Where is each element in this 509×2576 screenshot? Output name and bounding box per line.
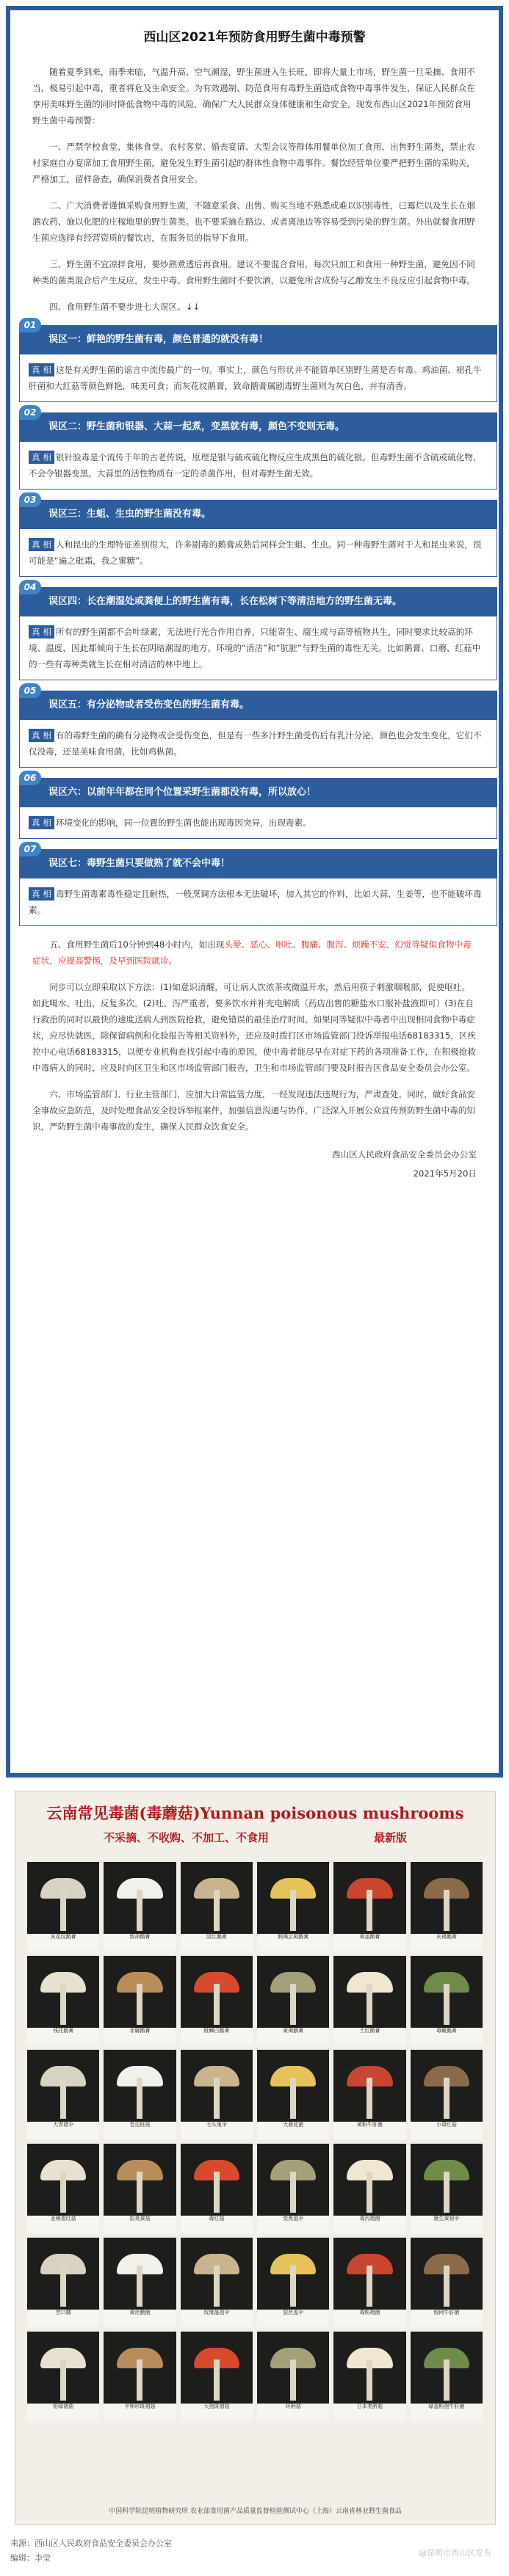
poster-footer: 中国科学院昆明植物研究所 农业部食用菌产品质量监督检验测试中心（上海）云南省林业野生菌食品 (109, 2508, 402, 2515)
mushroom-stem-shape (214, 2266, 220, 2307)
watermark: @昆明市西山区发布 (419, 2548, 491, 2558)
poster-title: 云南常见毒菌(毒蘑菇)Yunnan poisonous mushrooms (46, 1804, 464, 1822)
myth-body (19, 720, 497, 768)
myth-body (19, 529, 497, 577)
mushroom-stem-shape (444, 2266, 450, 2307)
mushroom-stem-shape (60, 1984, 66, 2025)
mushroom-stem-shape (137, 2359, 142, 2401)
mushroom-stem-shape (444, 1984, 450, 2025)
mushroom-stem-shape (214, 1890, 220, 1931)
mushroom-photo (181, 1956, 253, 2045)
mushroom-stem-shape (60, 2078, 66, 2119)
mushroom-label: 大鹿花菌 (257, 2122, 329, 2139)
mushroom-label: 假褐云斑鹅膏 (257, 1934, 329, 1951)
mushroom-label: 半卵形斑褶菇 (104, 2404, 176, 2421)
mushroom-photo (181, 2332, 253, 2421)
mushroom-photo (104, 2050, 176, 2139)
mushroom-stem-shape (60, 2266, 66, 2307)
myth-card-4 (19, 582, 497, 680)
mushroom-photo (104, 1956, 176, 2045)
mushroom-label: 黄褐鹅膏 (257, 2028, 329, 2045)
mushroom-label: 铅绿褶菇 (27, 2404, 99, 2421)
mushroom-photo (411, 1862, 483, 1951)
mushroom-label: 纹缘盔孢伞 (181, 2310, 253, 2327)
mushroom-label: 细网牛肝菌 (411, 2310, 483, 2327)
mushroom-label: 黄丝膜菌 (104, 2310, 176, 2327)
mushroom-label: 大青褶伞 (27, 2122, 99, 2139)
mushroom-label: 灰褐鹅膏 (411, 1934, 483, 1951)
mushroom-photo (257, 2332, 329, 2421)
truth-tag: 真 相 (29, 887, 54, 900)
mushroom-stem-shape (290, 2359, 296, 2401)
mushroom-stem-shape (367, 2172, 372, 2213)
myth-number-badge: 01 (19, 318, 41, 332)
mushroom-photo (333, 1956, 405, 2045)
mushroom-photo (104, 1862, 176, 1951)
article-frame (6, 6, 503, 1778)
mushroom-photo (333, 2332, 405, 2421)
mushroom-photo (27, 2238, 99, 2327)
myth-card-2 (19, 407, 497, 490)
mushroom-label: 日本类脐菇 (333, 2404, 405, 2421)
mushroom-label: 土红鹅膏 (333, 2028, 405, 2045)
mushroom-label: 致命鹅膏 (104, 1934, 176, 1951)
poster-slogan: 不采摘、不收购、不加工、不食用 (104, 1831, 270, 1844)
mushroom-photo (181, 2144, 253, 2233)
truth-tag: 真 相 (29, 363, 54, 376)
myth-text: 毒野生菌毒素毒性稳定且耐热，一般烹调方法根本无法破坏，加入其它的作料，比如大蒜、生姜等，也不能破坏毒素。 (29, 889, 482, 915)
signature-org: 西山区人民政府食品安全委员会办公室 (331, 1149, 477, 1160)
myth-body (19, 354, 497, 402)
paragraph-5-first-aid: 同步可以立即采取以下方法：(1)如意识清醒，可让病人饮浓茶或微温开水，然后用筷子刺激咽喉部，促使呕吐。如此喝水、吐出，反复多次。(2)吐、泻严重者，要多饮水并补充电解质（药店出售的糖盐水口服补盐液即可）(3)在自行救治的同时以最快的速度送病人到医院抢救，避免错误的最佳治疗时间。如果同等疑似中毒者中出现相同食物中毒症状，应尽快就医，除保留病例和化验报告等相关资料外，还应及时拨打区市场监管部门投诉举报电话68183315，区疾控中心电话68183315，以便专业机构查找引起中毒的原因，使中毒者能尽早在对症下药的各项准备工作，在积极抢救中毒病人的同时，应及时向区卫生和区市场监管部门报告，卫生和市场监管部门要及时报告区食品安全委员会办公室。 (32, 982, 476, 1073)
paragraph-4: 四、食用野生菌不要步进七大误区。↓↓ (49, 302, 201, 312)
mushroom-photo (257, 2144, 329, 2233)
mushroom-stem-shape (290, 1890, 296, 1931)
mushroom-photo (27, 2050, 99, 2139)
mushroom-label: 赤脚鹅膏 (104, 2028, 176, 2045)
mushroom-stem-shape (214, 2078, 220, 2119)
mushroom-photo (181, 2238, 253, 2327)
mushroom-label: 淡红鹅膏 (181, 1934, 253, 1951)
mushroom-label: 毒沟褶菌 (333, 2216, 405, 2233)
paragraph-6: 六、市场监管部门、行业主管部门，应加大日常监管力度，一经发现违法违规行为，严肃查处。同时，做好食品安全事故应急防范，及时处理食品安全投诉举报案件，加强信息沟通与协作，广泛深入开展公众宣传预防野生菌中毒的知识，严防野生菌中毒事故的发生，确保人民群众饮食安全。 (32, 1089, 475, 1132)
myth-text: 人和昆虫的生理特征差别很大，许多剧毒的鹅膏成熟后同样会生蛆、生虫。同一种毒野生菌对于人和昆虫来说，很可能是“遍之砒霜，我之蜜糖”。 (29, 539, 482, 566)
myth-title: 误区二：野生菌和银器、大蒜一起煮，变黑就有毒，颜色不变则无毒。 (19, 412, 497, 442)
paragraph-2: 二、广大消费者谨慎采购食用野生菌，不随意采食、出售、购买当地不熟悉或难以识别毒性，已霉烂以及生长在烟酒农药、施以化肥的庄稼地里的野生菌类。也不要采摘在路边、或者离池边等容易受到污染的野生菌。外出就餐食用野生菌应选择有经营资质的餐饮店，在服务员的指导下食用。 (32, 200, 475, 243)
mushroom-stem-shape (367, 2359, 372, 2401)
myth-card-1 (19, 320, 497, 402)
paragraph-5 (32, 936, 477, 969)
article-title: 西山区2021年预防食用野生菌中毒预警 (143, 30, 366, 45)
signature-date: 2021年5月20日 (413, 1168, 477, 1179)
myth-number-badge: 04 (19, 580, 41, 594)
mushroom-label: 环柄菇 (257, 2404, 329, 2421)
myth-number-badge: 02 (19, 405, 41, 420)
mushroom-stem-shape (290, 2266, 296, 2307)
intro-paragraph: 随着夏季到来，雨季来临，气温升高、空气潮湿，野生菌进入生长旺，即将大量上市场，野生菌一旦采摘、食用不当，极易引起中毒，重者将危及生命安全。为有效遏制、防范食用有毒野生菌造成食物中毒事件发生，保证人民群众在享用美味野生菌的同时降低食物中毒的风险，确保广大人民群众身体健康和生命安全，现发布西山区2021年预防食用野生菌中毒预警： (32, 67, 475, 125)
mushroom-label: 绿盖粉孢牛肝菌 (411, 2404, 483, 2421)
mushroom-label: 毛头鬼伞 (181, 2122, 253, 2139)
mushroom-label: 灰花纹鹅膏 (27, 1934, 99, 1951)
poster-edition: 最新版 (373, 1831, 407, 1844)
mushroom-photo (104, 2144, 176, 2233)
mushroom-photo (411, 1956, 483, 2045)
truth-tag: 真 相 (29, 538, 54, 551)
mushroom-stem-shape (60, 1890, 66, 1931)
mushroom-photo (333, 2050, 405, 2139)
signature-block (32, 1145, 477, 1183)
myth-card-6 (19, 773, 497, 839)
mushroom-photo (104, 2332, 176, 2421)
myth-title: 误区七：毒野生菌只要做熟了就不会中毒！ (19, 849, 497, 878)
mushroom-stem-shape (444, 2078, 450, 2119)
myth-number-badge: 05 (19, 683, 41, 698)
mushroom-photo (333, 2144, 405, 2233)
mushroom-photo (333, 1862, 405, 1951)
myth-body (19, 878, 497, 926)
myth-body (19, 442, 497, 490)
mushroom-stem-shape (367, 2078, 372, 2119)
mushroom-stem-shape (290, 2172, 296, 2213)
mushroom-stem-shape (367, 1984, 372, 2025)
mushroom-label: 黄盖鹅膏 (333, 1934, 405, 1951)
mushroom-photo (257, 1862, 329, 1951)
mushroom-label: 拟臭黄菇 (104, 2216, 176, 2233)
mushroom-label: 苦口蘑 (27, 2310, 99, 2327)
myth-title: 误区四：长在潮湿处或粪便上的野生菌有毒，长在松树下等清洁地方的野生菌无毒。 (19, 587, 497, 616)
poster-subtitle-row (15, 1824, 495, 1845)
mushroom-label: 裂丝盖伞 (257, 2310, 329, 2327)
myth-card-7 (19, 844, 497, 926)
truth-tag: 真 相 (29, 625, 54, 638)
paragraph-3: 三、野生菌不宜凉拌食用，要炒熟煮透后再食用。建议不要混合食用，每次只加工和食用一种野生菌，避免因不同种类的菌类混合后产生反应，发生中毒。食用野生菌时不要饮酒，以避免所含成份与乙醇发生不良反应引起食物中毒。 (32, 259, 475, 285)
mushroom-label: 黄粉牛肝菌 (333, 2122, 405, 2139)
myth-title: 误区三：生蛆、生虫的野生菌没有毒。 (19, 500, 497, 529)
paragraph-1: 一、严禁学校食堂、集体食堂、农村客堂、婚丧宴请、大型会议等群体用餐单位加工食用、出售野生菌类，禁止农村家庭自办宴席加工食用野生菌，避免发生野生菌引起的群体性食物中毒事件。餐饮经营单位要严把野生菌的采购关，严格加工，留样备查，确保消费者食用安全。 (32, 142, 475, 184)
mushroom-stem-shape (137, 2078, 142, 2119)
truth-tag: 真 相 (29, 729, 54, 742)
mushroom-stem-shape (60, 2359, 66, 2401)
mushroom-stem-shape (444, 2359, 450, 2401)
mushroom-label: 锥鳞白鹅膏 (181, 2028, 253, 2045)
mushroom-stem-shape (60, 2172, 66, 2213)
myth-card-3 (19, 495, 497, 577)
mushroom-label: 毒粉褶菌 (333, 2310, 405, 2327)
mushroom-photo (411, 2144, 483, 2233)
mushroom-photo (27, 2144, 99, 2233)
myth-text: 这是有关野生菌的谣言中流传最广的一句。事实上，颜色与形状并不能简单区别野生菌是否有毒。鸡油菌、裙孔牛肝菌和大红菇等颜色鲜艳，味美可食；而灰花纹鹅膏，致命鹅膏属剧毒野生菌则为灰白色，并有清香。 (29, 365, 482, 391)
myth-body (19, 807, 497, 839)
mushroom-photo (27, 1862, 99, 1951)
mushroom-stem-shape (137, 1890, 142, 1931)
myth-number-badge: 03 (19, 492, 41, 507)
source-credits (10, 2536, 172, 2566)
myth-title: 误区一：鲜艳的野生菌有毒，颜色普通的就没有毒！ (19, 325, 497, 354)
myth-text: 所有的野生菌都不会叶绿素，无法进行光合作用自养，只能寄生、腐生或与高等植物共生，同时要求比较高的环境、温度，因此都倾向于生长在阴暗潮湿的地方。环境的“清洁”和“肮脏”与野生菌的毒性无关。比如鹅膏、口蘑、红菇中的一些有毒种类就生长在相对清洁的林中地上。 (29, 627, 481, 669)
myth-title: 误区五：有分泌物或者受伤变色的野生菌有毒。 (19, 691, 497, 720)
mushroom-stem-shape (214, 1984, 220, 2025)
mushroom-stem-shape (444, 1890, 450, 1931)
mushroom-label: 簇生黄韧伞 (411, 2216, 483, 2233)
mushroom-photo (257, 2238, 329, 2327)
myth-card-5 (19, 685, 497, 768)
myth-body (19, 616, 497, 680)
myth-text: 银针验毒是个流传千年的古老传说，原理是银与硫或硫化物反应生成黑色的硫化银。但毒野生菌不含硫或硫化物，不会令银器变黑。大蒜里的活性物质有一定的杀菌作用，但对毒野生菌无效。 (29, 452, 482, 479)
mushroom-stem-shape (367, 2266, 372, 2307)
mushroom-stem-shape (290, 1984, 296, 2025)
mushroom-stem-shape (137, 2266, 142, 2307)
mushroom-stem-shape (290, 2078, 296, 2119)
mushroom-photo (181, 2050, 253, 2139)
poisonous-mushroom-poster (15, 1791, 496, 2525)
mushroom-photo (411, 2050, 483, 2139)
mushroom-stem-shape (214, 2359, 220, 2401)
mushroom-stem-shape (137, 1984, 142, 2025)
mushroom-label: 小毒红菇 (411, 2122, 483, 2139)
myth-number-badge: 06 (19, 771, 41, 785)
source-line: 来源：西山区人民政府食品安全委员会办公室 (10, 2539, 172, 2548)
mushroom-photo (27, 2332, 99, 2421)
mushroom-label: 毒蝇鹅膏 (411, 2028, 483, 2045)
mushroom-photo (411, 2332, 483, 2421)
truth-tag: 真 相 (29, 451, 54, 464)
mushroom-label: 变黑湿伞 (257, 2216, 329, 2233)
mushroom-stem-shape (214, 2172, 220, 2213)
myth-number-badge: 07 (19, 842, 41, 856)
symptom-warning: 头晕、恶心、呕吐、腹痛、腹泻、烦躁不安、幻觉等疑似食物中毒症状，应提高警惕，及早到医院就诊。 (32, 939, 472, 966)
mushroom-label: 卷边桩菇 (104, 2122, 176, 2139)
mushroom-photo (27, 1956, 99, 2045)
mushroom-label: 亚稀褶红菇 (27, 2216, 99, 2233)
mushroom-photo (333, 2238, 405, 2327)
editor-line: 编辑：李莹 (10, 2553, 51, 2563)
myth-title: 误区六：以前年年都在同个位置采野生菌都没有毒，所以放心！ (19, 778, 497, 807)
mushroom-photo (257, 1956, 329, 2045)
mushroom-stem-shape (444, 2172, 450, 2213)
mushroom-label: 大孢斑褶菇 (181, 2404, 253, 2421)
truth-tag: 真 相 (29, 816, 54, 829)
mushroom-stem-shape (367, 1890, 372, 1931)
mushroom-photo (104, 2238, 176, 2327)
mushroom-photo (411, 2238, 483, 2327)
paragraph-5-lead: 五、食用野生菌后10分钟到48小时内，如出现 (49, 939, 225, 950)
mushroom-stem-shape (137, 2172, 142, 2213)
mushroom-photo-grid (27, 1862, 483, 2421)
mushroom-label: 残托鹅膏 (27, 2028, 99, 2045)
mushroom-photo (181, 1862, 253, 1951)
myth-text: 环境变化的影响，同一位置的野生菌也能出现毒因突异，出现毒素。 (55, 818, 311, 828)
mushroom-label: 毒红菇 (181, 2216, 253, 2233)
mushroom-photo (257, 2050, 329, 2139)
myth-text: 有的毒野生菌的确有分泌物或会受伤变色，但是有一些多汁野生菌受伤后有乳汁分泌，颜色也会发生变化，它们不仅没毒，还是美味食用菌，比如鸡枞菌。 (29, 730, 482, 757)
